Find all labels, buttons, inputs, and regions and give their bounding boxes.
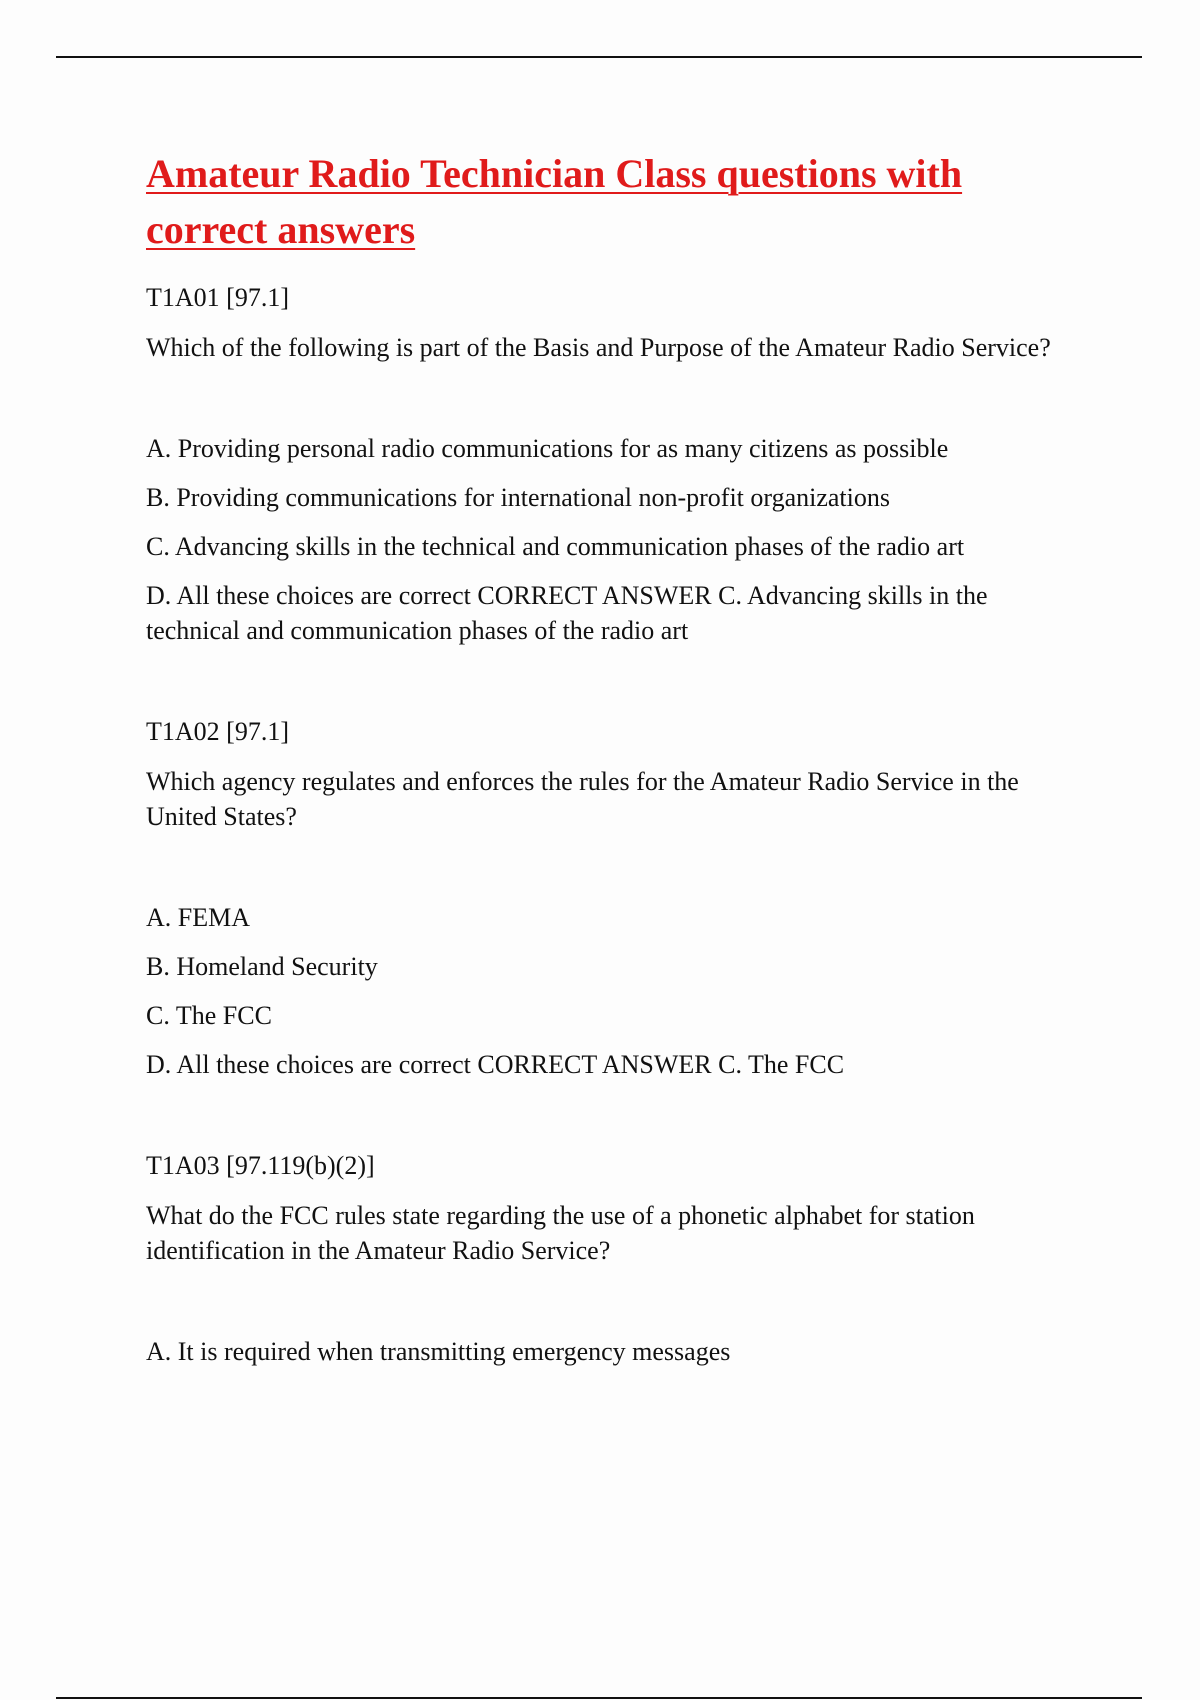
- question-block: [146, 280, 1086, 648]
- question-id: T1A01 [97.1]: [146, 283, 289, 312]
- document-content: [146, 146, 1086, 1435]
- answer-option: A. Providing personal radio communications for as many citizens as possible: [146, 434, 949, 463]
- answer-option: B. Homeland Security: [146, 952, 378, 981]
- answer-option: B. Providing communications for international non-profit organizations: [146, 483, 890, 512]
- answer-option: A. It is required when transmitting emergency messages: [146, 1337, 731, 1366]
- question-block: [146, 1148, 1086, 1369]
- document-title: Amateur Radio Technician Class questions with correct answers: [146, 151, 963, 252]
- answer-option: D. All these choices are correct CORRECT ANSWER C. The FCC: [146, 1050, 845, 1079]
- top-rule: [56, 56, 1142, 58]
- bottom-rule: [56, 1697, 1142, 1699]
- answer-option: A. FEMA: [146, 903, 251, 932]
- answer-option: C. Advancing skills in the technical and communication phases of the radio art: [146, 532, 965, 561]
- answer-option: D. All these choices are correct CORRECT ANSWER C. Advancing skills in the technical and communication phases of the radio art: [146, 581, 988, 645]
- question-text: Which agency regulates and enforces the rules for the Amateur Radio Service in the United States?: [146, 767, 1019, 831]
- question-id: T1A02 [97.1]: [146, 717, 289, 746]
- question-id: T1A03 [97.119(b)(2)]: [146, 1151, 375, 1180]
- question-text: What do the FCC rules state regarding the use of a phonetic alphabet for station identification in the Amateur Radio Service?: [146, 1201, 975, 1265]
- question-text: Which of the following is part of the Basis and Purpose of the Amateur Radio Service?: [146, 333, 1051, 362]
- answer-option: C. The FCC: [146, 1001, 272, 1030]
- question-block: [146, 714, 1086, 1082]
